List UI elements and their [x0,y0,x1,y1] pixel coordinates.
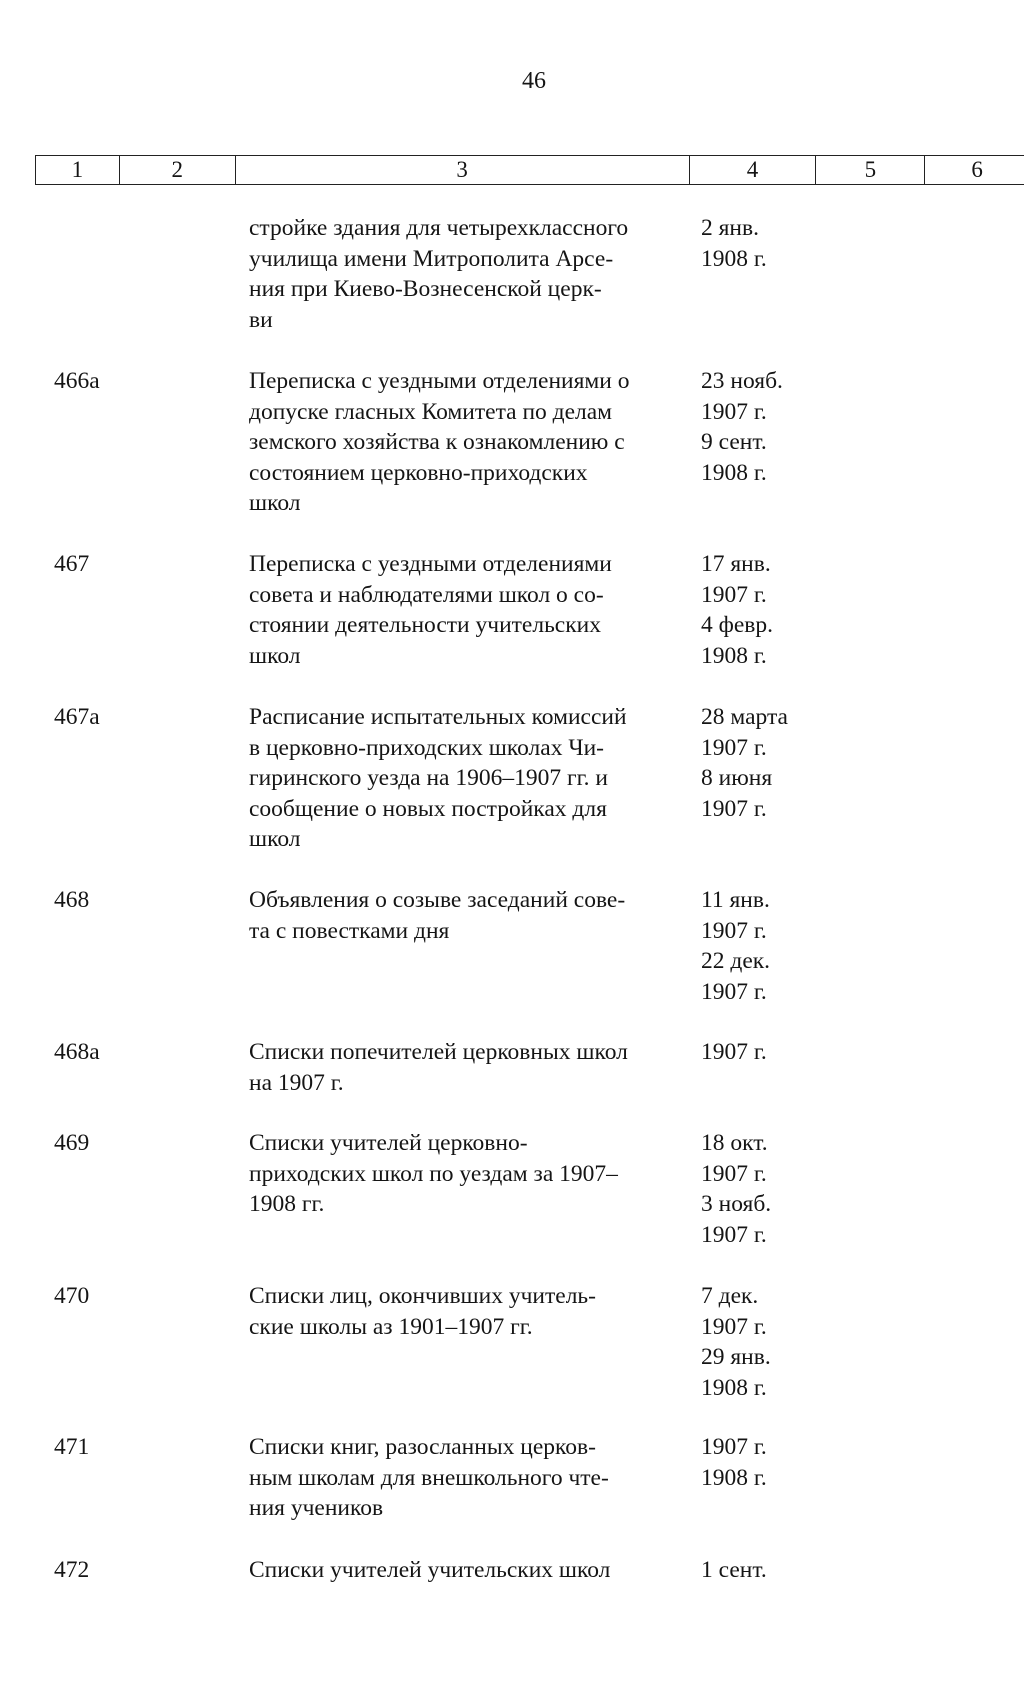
title-line: сообщение о новых постройках для [249,795,607,822]
title-line: ным школам для внешкольного чте- [249,1464,609,1491]
title-line: приходских школ по уездам за 1907– [249,1160,618,1187]
date-line: 3 нояб. [701,1191,772,1217]
title-line: состоянием церковно-приходских [249,459,588,486]
entry-number: 471 [54,1434,90,1460]
title-line: допуске гласных Комитета по делам [249,398,613,425]
date-line: 1908 г. [701,245,767,272]
entry-title [249,1432,689,1524]
date-line: 1907 г. [701,581,767,608]
date-line: 1907 г. [701,1039,767,1065]
date-line: 1907 г. [701,795,767,822]
date-line: 29 янв. [701,1344,771,1370]
title-line: Списки учителей учительских школ [249,1557,611,1583]
date-line: 17 янв. [701,551,771,577]
title-line: на 1907 г. [249,1069,344,1096]
date-line: 1907 г. [701,1434,767,1460]
entry-title [249,1037,689,1098]
title-line: школ [249,490,301,516]
date-line: 1908 г. [701,459,767,486]
header-col-5: 5 [816,156,925,184]
date-line: 1907 г. [701,917,767,944]
title-line: Списки учителей церковно- [249,1130,528,1156]
date-line: 1908 г. [701,642,767,669]
entry-number: 472 [54,1557,90,1583]
entry-dates [701,1555,767,1586]
title-line: ские школы аз 1901–1907 гг. [249,1313,533,1340]
entry-dates [701,1281,771,1403]
date-line: 1907 г. [701,398,767,425]
entry-dates [701,1432,767,1493]
date-line: 11 янв. [701,887,770,913]
date-line: 18 окт. [701,1130,768,1156]
entry-title [249,213,689,335]
entry-number: 470 [54,1283,90,1309]
header-col-3: 3 [236,156,690,184]
entry-title [249,1555,689,1586]
title-line: ния учеников [249,1495,384,1521]
entry-number: 466а [54,368,100,394]
title-line: та с повестками дня [249,917,450,944]
title-line: 1908 гг. [249,1191,325,1217]
title-line: Списки лиц, окончивших учитель- [249,1283,596,1309]
title-line: ния при Киево-Вознесенской церк- [249,276,602,302]
title-line: стоянии деятельности учительских [249,612,601,638]
header-col-2: 2 [120,156,236,184]
page-number: 46 [522,68,546,94]
title-line: школ [249,642,301,669]
entry-title [249,885,689,946]
entry-title [249,549,689,671]
date-line: 1908 г. [701,1374,767,1401]
title-line: Списки книг, разосланных церков- [249,1434,596,1460]
entry-number: 469 [54,1130,90,1156]
entry-dates [701,366,783,488]
header-col-1: 1 [36,156,120,184]
title-line: в церковно-приходских школах Чи- [249,734,605,761]
title-line: Переписка с уездными отделениями о [249,368,630,394]
title-line: школ [249,826,301,852]
date-line: 1907 г. [701,978,767,1005]
title-line: ви [249,306,273,333]
date-line: 1907 г. [701,734,767,761]
entry-title [249,366,689,519]
date-line: 9 сент. [701,429,767,455]
title-line: земского хозяйства к ознакомлению с [249,429,625,455]
entry-dates [701,885,770,1007]
title-line: совета и наблюдателями школ о со- [249,581,604,608]
entry-dates [701,213,767,274]
date-line: 1907 г. [701,1160,767,1187]
entry-number: 467а [54,704,100,730]
title-line: стройке здания для четырехклассного [249,215,629,241]
entry-dates [701,1128,771,1250]
entry-title [249,1128,689,1220]
entry-dates [701,549,773,671]
entry-dates [701,702,788,824]
entry-number: 468 [54,887,90,913]
table-header [35,155,1024,185]
title-line: Списки попечителей церковных школ [249,1039,628,1065]
date-line: 1907 г. [701,1221,767,1248]
title-line: гиринского уезда на 1906–1907 гг. и [249,765,608,791]
title-line: Переписка с уездными отделениями [249,551,612,577]
date-line: 8 июня [701,765,773,791]
title-line: Расписание испытательных комиссий [249,704,627,730]
date-line: 28 марта [701,704,788,730]
date-line: 4 февр. [701,612,774,638]
entry-dates [701,1037,767,1068]
entry-title [249,702,689,855]
date-line: 2 янв. [701,215,759,241]
title-line: Объявления о созыве заседаний сове- [249,887,626,913]
date-line: 22 дек. [701,948,771,974]
date-line: 7 дек. [701,1283,759,1309]
date-line: 23 нояб. [701,368,783,394]
header-col-6: 6 [971,157,983,182]
entry-title [249,1281,689,1342]
title-line: училища имени Митрополита Арсе- [249,245,614,272]
date-line: 1908 г. [701,1464,767,1491]
header-col-4: 4 [690,156,817,184]
entry-number: 468а [54,1039,100,1065]
entry-number: 467 [54,551,90,577]
date-line: 1 сент. [701,1557,767,1583]
date-line: 1907 г. [701,1313,767,1340]
